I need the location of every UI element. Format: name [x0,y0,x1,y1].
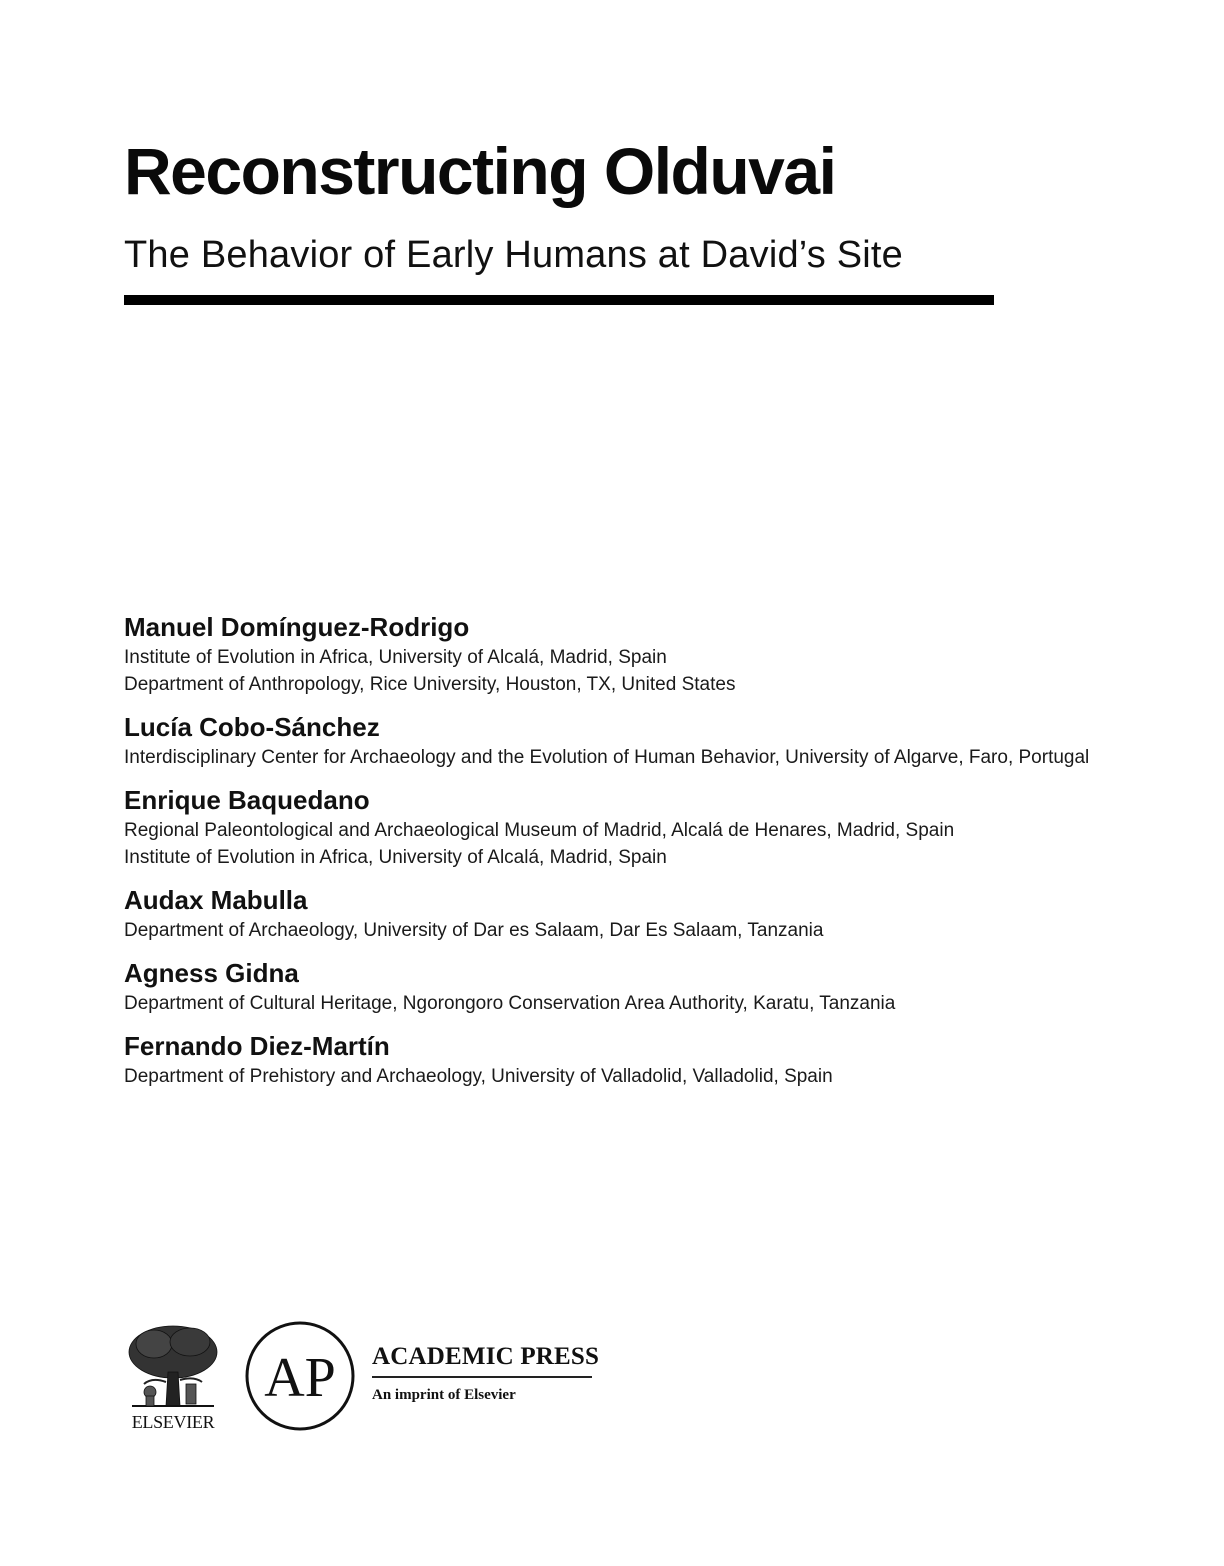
author-name: Fernando Diez-Martín [124,1031,390,1061]
author-affiliation: Department of Anthropology, Rice University, Houston, TX, United States [124,674,736,695]
author-name: Lucía Cobo-Sánchez [124,712,380,742]
author-entry [124,883,1124,944]
author-entry [124,956,1124,1017]
author-name: Agness Gidna [124,958,299,988]
author-entry [124,610,1124,698]
author-affiliation: Department of Cultural Heritage, Ngorongoro Conservation Area Authority, Karatu, Tanzania [124,993,896,1014]
elsevier-wordmark: ELSEVIER [131,1412,215,1432]
author-list [124,610,1124,1102]
ap-monogram-text: AP [264,1347,336,1409]
press-rule [372,1376,592,1378]
author-affiliation: Institute of Evolution in Africa, University of Alcalá, Madrid, Spain [124,847,667,868]
publisher-logos [124,1320,624,1440]
book-title: Reconstructing Olduvai [124,134,836,208]
author-affiliation: Institute of Evolution in Africa, University of Alcalá, Madrid, Spain [124,647,667,668]
author-name: Audax Mabulla [124,885,308,915]
academic-press-ap-icon [244,1320,356,1432]
press-name: ACADEMIC PRESS [372,1343,600,1370]
author-entry [124,1029,1124,1090]
author-entry [124,710,1124,771]
author-name: Enrique Baquedano [124,785,370,815]
author-name: Manuel Domínguez-Rodrigo [124,612,470,642]
author-affiliation: Regional Paleontological and Archaeological Museum of Madrid, Alcalá de Henares, Madrid, Spain [124,820,955,841]
book-subtitle: The Behavior of Early Humans at David’s Site [124,234,904,276]
author-affiliation: Interdisciplinary Center for Archaeology and the Evolution of Human Behavior, University of Algarve, Faro, Portugal [124,747,1090,768]
author-affiliation: Department of Prehistory and Archaeology, University of Valladolid, Valladolid, Spain [124,1066,833,1087]
press-imprint: An imprint of Elsevier [372,1387,516,1403]
title-rule [124,295,994,305]
author-affiliation: Department of Archaeology, University of Dar es Salaam, Dar Es Salaam, Tanzania [124,920,824,941]
author-entry [124,783,1124,871]
